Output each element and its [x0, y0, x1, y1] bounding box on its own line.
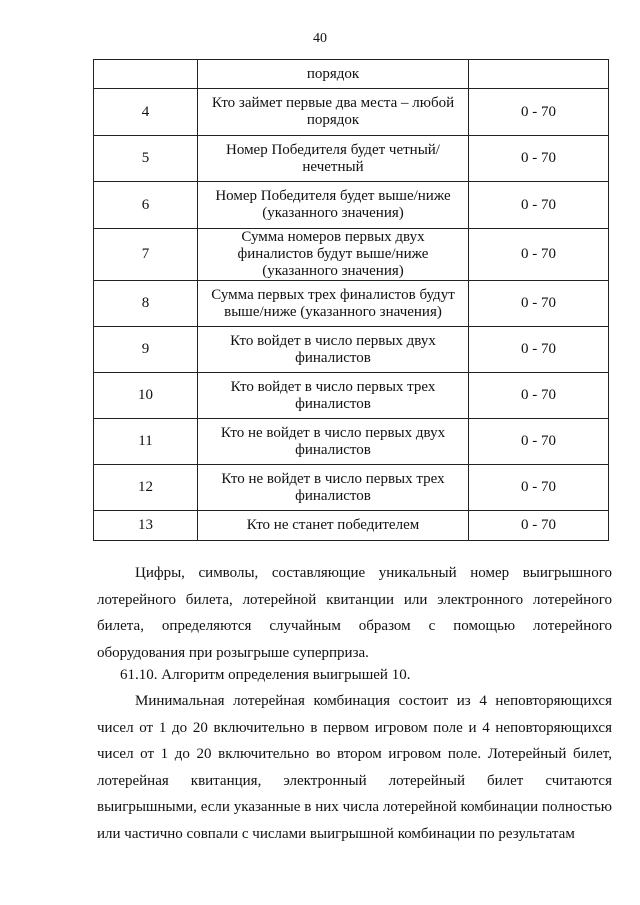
range-cell — [469, 60, 609, 89]
section-heading-61-10: 61.10. Алгоритм определения выигрышей 10. — [120, 667, 411, 683]
range-cell: 0 - 70 — [469, 281, 609, 327]
range-cell: 0 - 70 — [469, 136, 609, 182]
table-row — [94, 281, 609, 327]
bet-type-cell: Кто войдет в число первых трех финалистов — [198, 373, 469, 419]
range-cell: 0 - 70 — [469, 419, 609, 465]
row-number-cell: 6 — [94, 182, 198, 229]
table-row — [94, 465, 609, 511]
page-number: 40 — [313, 31, 327, 46]
range-cell: 0 - 70 — [469, 511, 609, 541]
table-row — [94, 60, 609, 89]
row-number-cell: 9 — [94, 327, 198, 373]
row-number-cell: 5 — [94, 136, 198, 182]
table-row — [94, 89, 609, 136]
table-row — [94, 136, 609, 182]
range-cell: 0 - 70 — [469, 465, 609, 511]
range-cell: 0 - 70 — [469, 373, 609, 419]
row-number-cell: 4 — [94, 89, 198, 136]
bet-types-table — [93, 59, 609, 541]
bet-type-cell: Сумма первых трех финалистов будут выше/ниже (указанного значения) — [198, 281, 469, 327]
table-row — [94, 511, 609, 541]
bet-type-cell: Кто займет первые два места – любой порядок — [198, 89, 469, 136]
row-number-cell: 11 — [94, 419, 198, 465]
bet-type-cell: Кто не войдет в число первых трех финалистов — [198, 465, 469, 511]
row-number-cell: 12 — [94, 465, 198, 511]
bet-type-cell: Номер Победителя будет четный/нечетный — [198, 136, 469, 182]
row-number-cell — [94, 60, 198, 89]
paragraph-minimal-combination: Минимальная лотерейная комбинация состоит из 4 неповторяющихся чисел от 1 до 20 включительно в первом игровом поле и 4 неповторяющихся чисел от 1 до 20 включительно во втором игровом поле. Лотерейный билет, лотерейная квитанция, электронный лотерейный билет считаются выигрышными, если указанные в них числа лотерейной комбинации полностью или частично совпали с числами выигрышной комбинации по результатам — [97, 693, 612, 842]
table-row — [94, 229, 609, 281]
table-row — [94, 182, 609, 229]
bet-type-cell: Кто не войдет в число первых двух финалистов — [198, 419, 469, 465]
range-cell: 0 - 70 — [469, 182, 609, 229]
table-row — [94, 373, 609, 419]
row-number-cell: 13 — [94, 511, 198, 541]
table-row — [94, 327, 609, 373]
paragraph-superprize-number: Цифры, символы, составляющие уникальный номер выигрышного лотерейного билета, лотерейной квитанции или электронного лотерейного билета, определяются случайным образом с помощью лотерейного оборудования при розыгрыше суперприза. — [97, 565, 612, 661]
range-cell: 0 - 70 — [469, 327, 609, 373]
bet-type-cell: Номер Победителя будет выше/ниже (указанного значения) — [198, 182, 469, 229]
row-number-cell: 8 — [94, 281, 198, 327]
row-number-cell: 10 — [94, 373, 198, 419]
row-number-cell: 7 — [94, 229, 198, 281]
bet-type-cell: Кто не станет победителем — [198, 511, 469, 541]
bet-type-cell: порядок — [198, 60, 469, 89]
bet-type-cell: Сумма номеров первых двух финалистов будут выше/ниже (указанного значения) — [198, 229, 469, 281]
table-row — [94, 419, 609, 465]
range-cell: 0 - 70 — [469, 229, 609, 281]
bet-type-cell: Кто войдет в число первых двух финалистов — [198, 327, 469, 373]
range-cell: 0 - 70 — [469, 89, 609, 136]
